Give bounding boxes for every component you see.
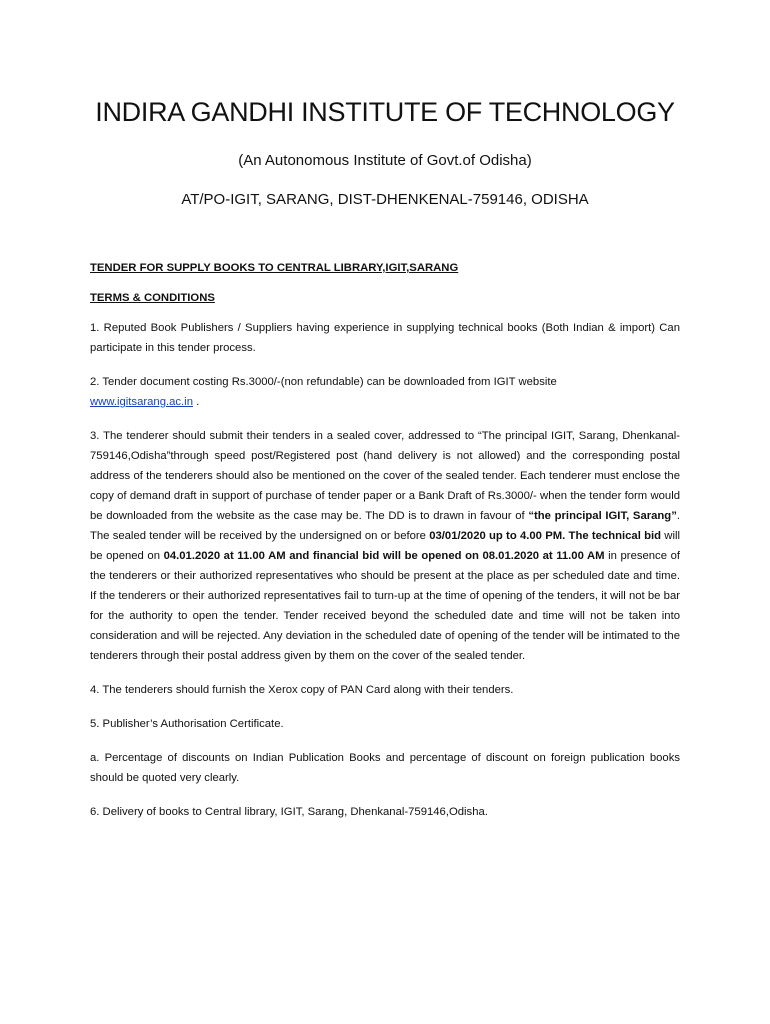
term-3-payee: “the principal IGIT, Sarang”	[528, 510, 677, 522]
term-2	[90, 372, 680, 412]
term-2-text: 2. Tender document costing Rs.3000/-(non refundable) can be downloaded from IGIT website	[90, 376, 557, 388]
institute-address: AT/PO-IGIT, SARANG, DIST-DHENKENAL-759146, ODISHA	[181, 191, 589, 208]
term-3	[90, 426, 680, 666]
term-3-part-g: in presence of the tenderers or their authorized representatives who should be present at the place as per scheduled date and time. If the tenderers or their authorized representatives fail to turn-up at the time of opening of the tenders, it will not be bar for the authority to open the tender. Tender received beyond the scheduled date and time will not be taken into consideration and will be rejected. Any deviation in the scheduled date of opening of the tender will be intimated to the tenderers through their postal address given by them on the cover of the sealed tender.	[90, 550, 680, 662]
term-6: 6. Delivery of books to Central library, IGIT, Sarang, Dhenkanal-759146,Odisha.	[90, 806, 488, 818]
term-2-end: .	[192, 396, 200, 408]
term-3-opening-dates: 04.01.2020 at 11.00 AM and financial bid will be opened on 08.01.2020 at 11.00 AM	[163, 550, 605, 562]
institute-subtitle: (An Autonomous Institute of Govt.of Odisha)	[238, 152, 532, 169]
term-5: 5. Publisher’s Authorisation Certificate.	[90, 718, 284, 730]
terms-heading: TERMS & CONDITIONS	[90, 292, 215, 304]
tender-heading: TENDER FOR SUPPLY BOOKS TO CENTRAL LIBRARY,IGIT,SARANG	[90, 262, 459, 274]
term-5a: a. Percentage of discounts on Indian Publication Books and percentage of discount on foreign publication books should be quoted very clearly.	[90, 752, 680, 784]
term-3-part-e: will be opened on	[90, 530, 680, 562]
term-3-part-c: . The sealed tender will be received by the undersigned on or before	[90, 510, 680, 542]
website-link[interactable]: www.igitsarang.ac.in	[90, 396, 193, 408]
term-4: 4. The tenderers should furnish the Xerox copy of PAN Card along with their tenders.	[90, 684, 514, 696]
term-3-deadline: 03/01/2020 up to 4.00 PM. The technical bid	[429, 530, 662, 542]
institute-title: INDIRA GANDHI INSTITUTE OF TECHNOLOGY	[95, 97, 675, 127]
term-3-part-a: 3. The tenderer should submit their tenders in a sealed cover, addressed to “The principal IGIT, Sarang, Dhenkanal-759146,Odisha”through speed post/Registered post (hand delivery is not allowed) and the corresponding postal address of the tenderers should also be mentioned on the cover of the sealed tender. Each tenderer must enclose the copy of demand draft in support of purchase of tender paper or a Bank Draft of Rs.3000/- when the tender form would be downloaded from the website as the case may be. The DD is to drawn in favour of	[90, 430, 680, 522]
term-1: 1. Reputed Book Publishers / Suppliers having experience in supplying technical books (Both Indian & import) Can participate in this tender process.	[90, 322, 680, 354]
